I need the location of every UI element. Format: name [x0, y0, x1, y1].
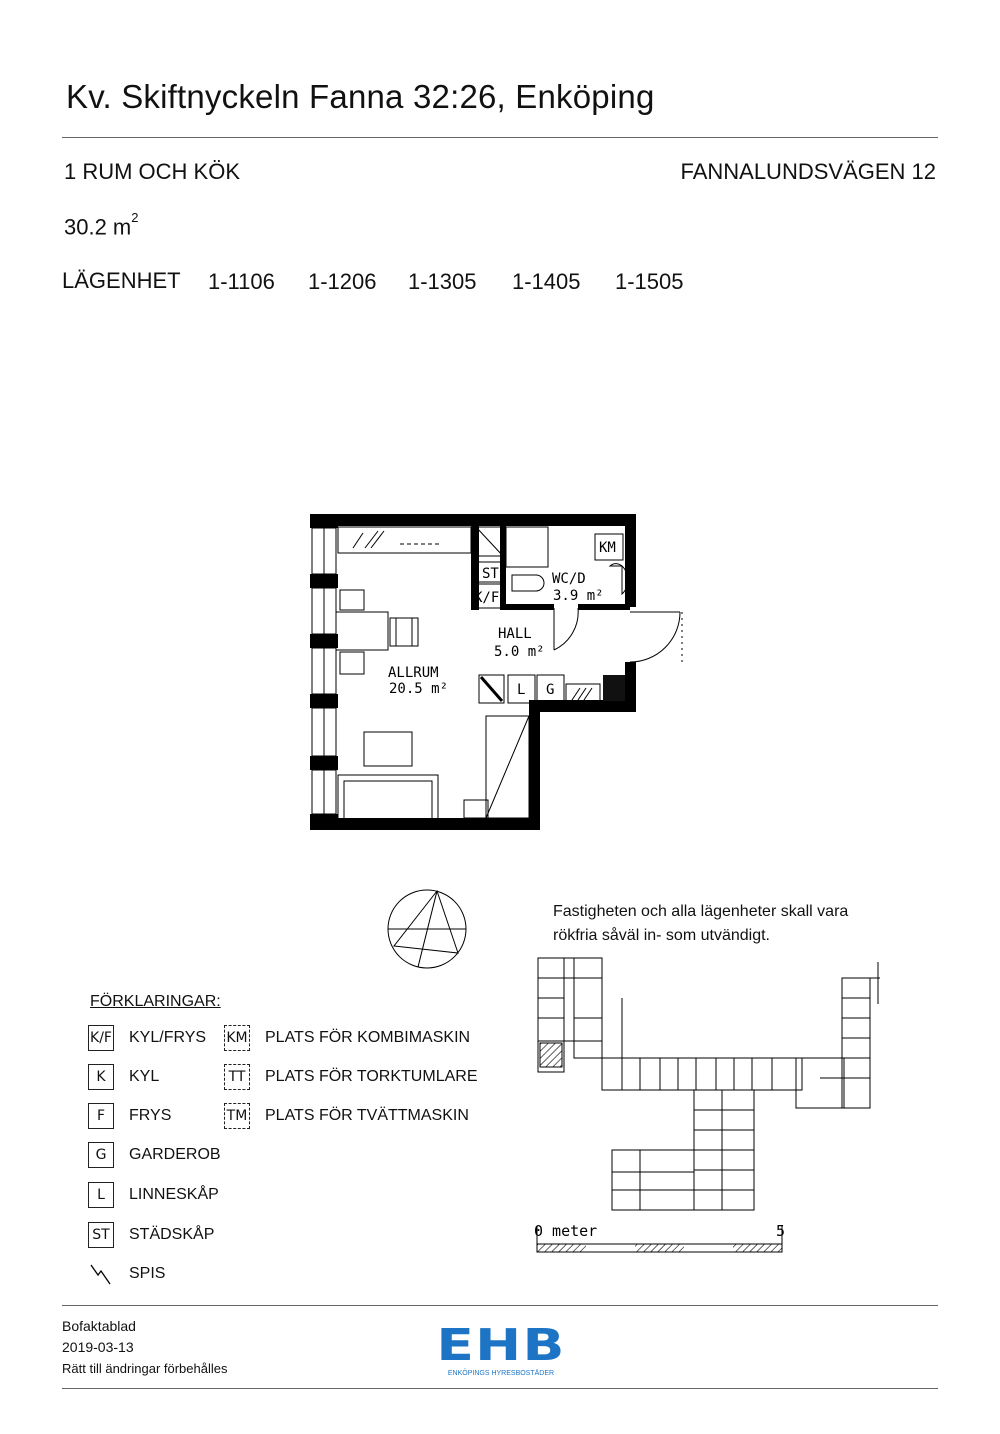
- legend-code: TT: [224, 1064, 250, 1090]
- footer-divider-top: [62, 1305, 938, 1306]
- km-label: KM: [599, 540, 616, 556]
- unit-number: 1-1405: [512, 269, 581, 294]
- logo-text: EHB: [436, 1320, 566, 1371]
- scale-end-label: 5: [776, 1222, 786, 1240]
- doc-type: Bofaktablad: [62, 1318, 136, 1334]
- legend-label: PLATS FÖR TORKTUMLARE: [265, 1068, 478, 1085]
- footer-info: [62, 1316, 227, 1379]
- room-name: WC/D: [552, 571, 586, 587]
- legend-label: PLATS FÖR KOMBIMASKIN: [265, 1029, 471, 1046]
- site-plan: [538, 958, 880, 1210]
- company-logo: [436, 1320, 566, 1377]
- smoke-free-note: [553, 900, 848, 948]
- legend-code: ST: [88, 1222, 114, 1248]
- room-name: HALL: [498, 626, 532, 642]
- legend-code: KM: [224, 1025, 250, 1051]
- room-area: 3.9 m²: [553, 588, 604, 604]
- room-area: 5.0 m²: [494, 644, 545, 660]
- legend-code: K: [88, 1064, 114, 1090]
- legend-item: [88, 1220, 221, 1250]
- legend-label: GARDEROB: [129, 1146, 221, 1163]
- wardrobe-label: G: [546, 682, 555, 698]
- legend-label: KYL/FRYS: [129, 1029, 207, 1046]
- legend-code: K/F: [88, 1025, 114, 1051]
- legend-label: SPIS: [129, 1265, 166, 1282]
- doc-date: 2019-03-13: [62, 1339, 134, 1355]
- apartment-type: 1 RUM OCH KÖK: [64, 159, 241, 184]
- legend-code: L: [88, 1182, 114, 1208]
- legend-item: [224, 1101, 477, 1131]
- kf-label: K/F: [474, 590, 500, 606]
- legend-item: [88, 1101, 221, 1131]
- logo-subtitle: ENKÖPINGS HYRESBOSTÄDER: [447, 1370, 555, 1377]
- legend-code: TM: [224, 1103, 250, 1129]
- legend-item: [88, 1180, 221, 1210]
- unit-number: 1-1206: [308, 269, 377, 294]
- disclaimer: Rätt till ändringar förbehålles: [62, 1361, 228, 1376]
- legend-label: FRYS: [129, 1107, 172, 1124]
- page-title: Kv. Skiftnyckeln Fanna 32:26, Enköping: [66, 78, 655, 115]
- units-label: LÄGENHET: [62, 268, 181, 293]
- room-name: ALLRUM: [388, 665, 439, 681]
- area-exponent: 2: [131, 210, 139, 225]
- legend-item: [88, 1259, 221, 1289]
- unit-number: 1-1305: [408, 269, 477, 294]
- legend-item: [224, 1023, 477, 1053]
- st-label: ST: [482, 566, 499, 582]
- legend-item: [88, 1062, 221, 1092]
- street-address: FANNALUNDSVÄGEN 12: [680, 159, 936, 184]
- legend-item: [224, 1062, 477, 1092]
- area-value: 30.2 m: [64, 214, 132, 240]
- note-line: Fastigheten och alla lägenheter skall vara: [553, 903, 849, 920]
- legend-left: [88, 1023, 221, 1289]
- legend-item: [88, 1023, 221, 1053]
- stove-icon: [88, 1261, 114, 1287]
- legend-label: LINNESKÅP: [129, 1186, 219, 1203]
- linen-label: L: [517, 682, 526, 698]
- compass-icon: [388, 890, 466, 968]
- legend-label: KYL: [129, 1068, 160, 1085]
- legend-code: F: [88, 1103, 114, 1129]
- unit-number: 1-1505: [615, 269, 684, 294]
- footer-divider-bottom: [62, 1388, 938, 1389]
- scale-start-label: 0 meter: [534, 1222, 598, 1240]
- scale-bar: [534, 1222, 785, 1252]
- legend-label: PLATS FÖR TVÄTTMASKIN: [265, 1107, 469, 1124]
- legend-item: [88, 1140, 221, 1170]
- room-area: 20.5 m²: [389, 681, 449, 697]
- legend-heading: FÖRKLARINGAR:: [90, 993, 221, 1010]
- legend-label: STÄDSKÅP: [129, 1226, 215, 1243]
- meter-cabinet: [603, 675, 625, 701]
- legend-code: G: [88, 1142, 114, 1168]
- legend-right: [224, 1023, 477, 1131]
- windows: [312, 528, 336, 814]
- note-line: rökfria såväl in- som utvändigt.: [553, 927, 770, 944]
- unit-number: 1-1106: [208, 269, 275, 294]
